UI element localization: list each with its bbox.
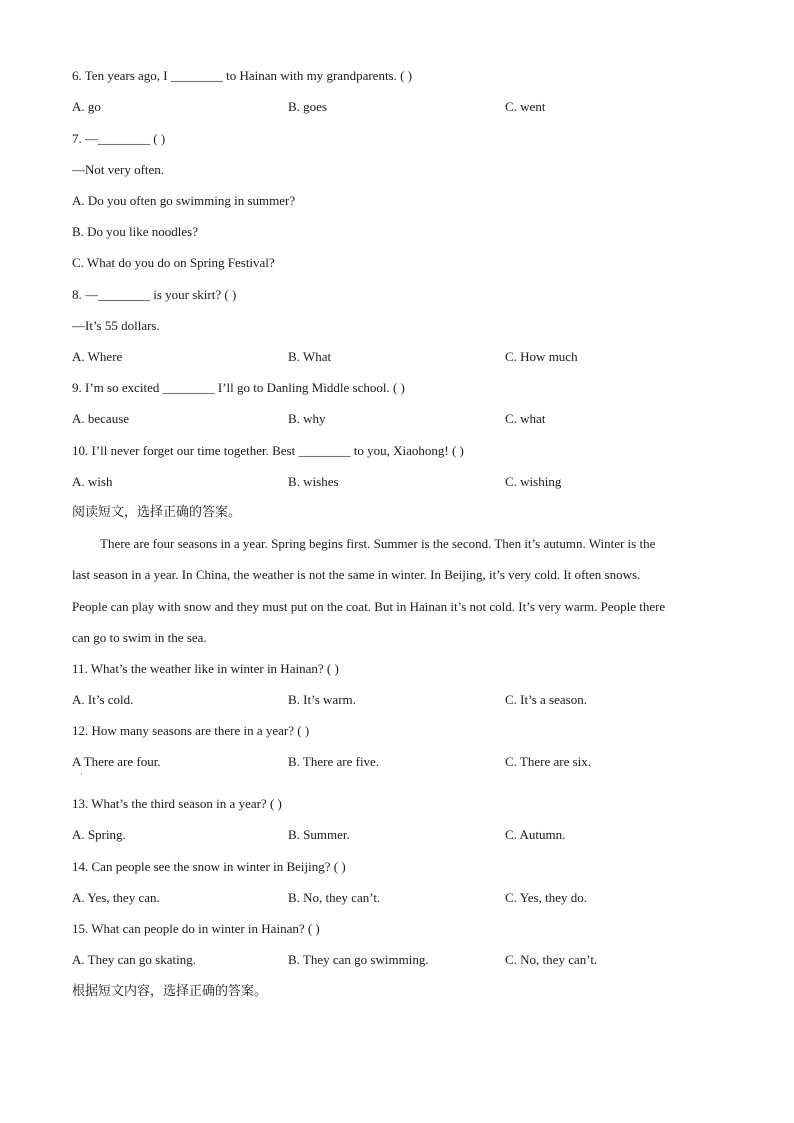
question-7-option-b: B. Do you like noodles? <box>72 224 199 239</box>
question-7-option-c: C. What do you do on Spring Festival? <box>72 255 275 270</box>
question-7-option-a: A. Do you often go swimming in summer? <box>72 193 296 208</box>
question-9-option-a: A. because <box>72 411 130 426</box>
question-11-option-b: B. It’s warm. <box>288 692 356 707</box>
question-12-option-c: C. There are six. <box>505 754 592 769</box>
passage-line-4: can go to swim in the sea. <box>72 630 207 645</box>
question-15-option-a: A. They can go skating. <box>72 952 196 967</box>
stray-dot-mark: · <box>80 770 83 779</box>
final-instruction: 根据短文内容，选择正确的答案。 <box>72 984 268 999</box>
question-14-option-c: C. Yes, they do. <box>505 890 587 905</box>
question-13-option-b: B. Summer. <box>288 827 350 842</box>
question-11-stem: 11. What’s the weather like in winter in Hainan? ( ) <box>72 661 339 676</box>
question-15-stem: 15. What can people do in winter in Hainan? ( ) <box>72 921 320 936</box>
question-12-stem: 12. How many seasons are there in a year? ( ) <box>72 723 310 738</box>
question-9-option-b: B. why <box>288 411 326 426</box>
question-13-option-c: C. Autumn. <box>505 827 566 842</box>
question-8-option-a: A. Where <box>72 349 123 364</box>
question-13-stem: 13. What’s the third season in a year? ( ) <box>72 796 282 811</box>
question-10-option-a: A. wish <box>72 474 113 489</box>
question-6-option-b: B. goes <box>288 99 327 114</box>
question-6-option-a: A. go <box>72 99 101 114</box>
question-10-option-b: B. wishes <box>288 474 339 489</box>
question-8-option-c: C. How much <box>505 349 578 364</box>
question-10-option-c: C. wishing <box>505 474 562 489</box>
question-8-option-b: B. What <box>288 349 332 364</box>
question-8-stem: 8. —________ is your skirt? ( ) <box>72 287 237 302</box>
passage-line-3: People can play with snow and they must put on the coat. But in Hainan it’s not cold. It’s very warm. People there <box>72 599 666 614</box>
question-6-option-c: C. went <box>505 99 546 114</box>
question-9-option-c: C. what <box>505 411 546 426</box>
question-15-option-b: B. They can go swimming. <box>288 952 429 967</box>
question-11-option-a: A. It’s cold. <box>72 692 134 707</box>
question-12-option-a: A There are four. <box>72 754 161 769</box>
question-10-stem: 10. I’ll never forget our time together. Best ________ to you, Xiaohong! ( ) <box>72 443 464 458</box>
question-12-option-b: B. There are five. <box>288 754 380 769</box>
question-14-stem: 14. Can people see the snow in winter in Beijing? ( ) <box>72 859 346 874</box>
reading-instruction: 阅读短文，选择正确的答案。 <box>72 505 242 520</box>
question-15-option-c: C. No, they can’t. <box>505 952 598 967</box>
question-11-option-c: C. It’s a season. <box>505 692 587 707</box>
question-14-option-b: B. No, they can’t. <box>288 890 381 905</box>
passage-line-2: last season in a year. In China, the weather is not the same in winter. In Beijing, it’s very cold. It often snows. <box>72 567 641 582</box>
question-14-option-a: A. Yes, they can. <box>72 890 160 905</box>
question-8-reply: —It’s 55 dollars. <box>72 318 160 333</box>
question-7-reply: —Not very often. <box>72 162 165 177</box>
question-9-stem: 9. I’m so excited ________ I’ll go to Danling Middle school. ( ) <box>72 380 405 395</box>
question-7-stem: 7. —________ ( ) <box>72 131 166 146</box>
passage-line-1: There are four seasons in a year. Spring begins first. Summer is the second. Then it’s autumn. Winter is the <box>100 536 656 551</box>
question-13-option-a: A. Spring. <box>72 827 126 842</box>
question-6-stem: 6. Ten years ago, I ________ to Hainan with my grandparents. ( ) <box>72 68 413 83</box>
